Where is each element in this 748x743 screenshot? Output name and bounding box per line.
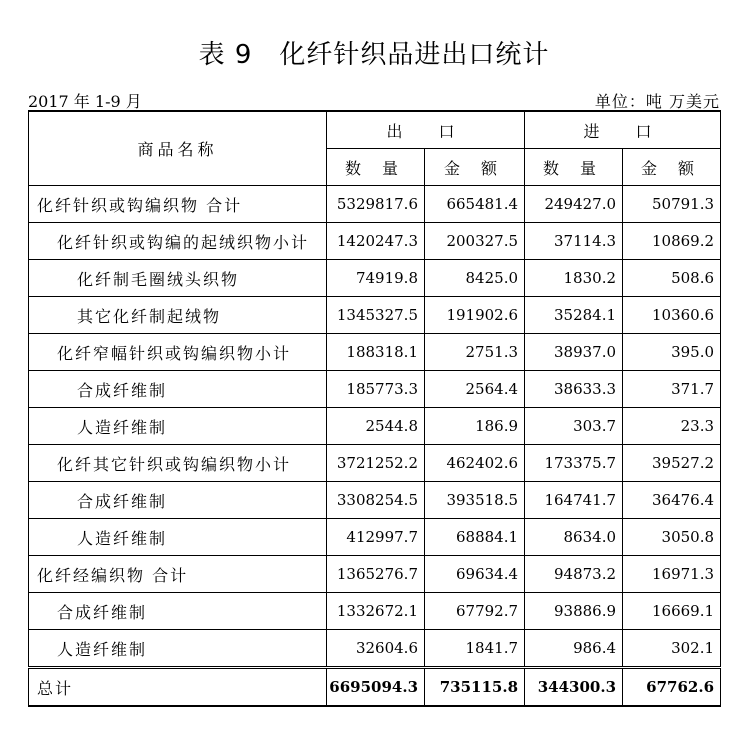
cell-ex-qty: 3308254.5 [327, 482, 425, 519]
cell-im-qty: 93886.9 [525, 593, 623, 630]
cell-im-amt: 395.0 [623, 334, 721, 371]
cell-ex-amt: 67792.7 [425, 593, 525, 630]
cell-ex-amt: 69634.4 [425, 556, 525, 593]
cell-ex-qty: 74919.8 [327, 260, 425, 297]
row-name: 化纤窄幅针织或钩编织物小计 [29, 334, 327, 371]
cell-ex-qty: 1345327.5 [327, 297, 425, 334]
cell-ex-qty: 6695094.3 [327, 668, 425, 707]
cell-im-amt: 36476.4 [623, 482, 721, 519]
header-export-qty: 数 量 [327, 149, 425, 186]
cell-im-qty: 249427.0 [525, 186, 623, 223]
table-row [29, 371, 721, 408]
cell-ex-amt: 462402.6 [425, 445, 525, 482]
header-export: 出 口 [327, 111, 525, 149]
row-name: 人造纤维制 [29, 519, 327, 556]
trade-table [28, 110, 721, 707]
cell-ex-qty: 1420247.3 [327, 223, 425, 260]
table-row [29, 297, 721, 334]
cell-im-qty: 986.4 [525, 630, 623, 668]
cell-ex-amt: 200327.5 [425, 223, 525, 260]
row-name: 总计 [29, 668, 327, 707]
cell-im-qty: 1830.2 [525, 260, 623, 297]
page-title: 表 9 化纤针织品进出口统计 [198, 40, 550, 70]
cell-im-amt: 16669.1 [623, 593, 721, 630]
row-name: 化纤其它针织或钩编织物小计 [29, 445, 327, 482]
cell-ex-qty: 32604.6 [327, 630, 425, 668]
table-row [29, 445, 721, 482]
cell-im-amt: 16971.3 [623, 556, 721, 593]
table-row [29, 223, 721, 260]
cell-ex-qty: 1365276.7 [327, 556, 425, 593]
cell-im-qty: 303.7 [525, 408, 623, 445]
cell-im-amt: 302.1 [623, 630, 721, 668]
table-row [29, 408, 721, 445]
unit-label: 单位：吨 万美元 [594, 92, 720, 111]
row-name: 化纤针织或钩编的起绒织物小计 [29, 223, 327, 260]
table-row [29, 630, 721, 668]
row-name: 合成纤维制 [29, 593, 327, 630]
cell-ex-qty: 5329817.6 [327, 186, 425, 223]
cell-ex-qty: 185773.3 [327, 371, 425, 408]
row-name: 其它化纤制起绒物 [29, 297, 327, 334]
cell-im-qty: 37114.3 [525, 223, 623, 260]
cell-ex-amt: 191902.6 [425, 297, 525, 334]
header-import: 进 口 [525, 111, 721, 149]
cell-ex-amt: 393518.5 [425, 482, 525, 519]
cell-ex-amt: 186.9 [425, 408, 525, 445]
cell-ex-amt: 2564.4 [425, 371, 525, 408]
table-body [29, 186, 721, 707]
table-row [29, 334, 721, 371]
cell-ex-amt: 2751.3 [425, 334, 525, 371]
cell-ex-amt: 665481.4 [425, 186, 525, 223]
table-row [29, 519, 721, 556]
cell-im-amt: 39527.2 [623, 445, 721, 482]
row-name: 化纤经编织物 合计 [29, 556, 327, 593]
cell-im-qty: 173375.7 [525, 445, 623, 482]
cell-im-amt: 508.6 [623, 260, 721, 297]
period-label: 2017 年 1-9 月 [28, 92, 142, 111]
cell-ex-qty: 2544.8 [327, 408, 425, 445]
cell-ex-amt: 1841.7 [425, 630, 525, 668]
cell-im-amt: 10869.2 [623, 223, 721, 260]
row-name: 合成纤维制 [29, 371, 327, 408]
cell-im-amt: 50791.3 [623, 186, 721, 223]
header-export-amount: 金 额 [425, 149, 525, 186]
table-row [29, 556, 721, 593]
cell-im-qty: 38633.3 [525, 371, 623, 408]
cell-im-qty: 35284.1 [525, 297, 623, 334]
table-row [29, 186, 721, 223]
table-row [29, 593, 721, 630]
cell-im-amt: 371.7 [623, 371, 721, 408]
cell-im-qty: 8634.0 [525, 519, 623, 556]
cell-im-amt: 10360.6 [623, 297, 721, 334]
cell-im-qty: 344300.3 [525, 668, 623, 707]
total-row [29, 668, 721, 707]
header-import-qty: 数 量 [525, 149, 623, 186]
cell-im-qty: 164741.7 [525, 482, 623, 519]
row-name: 化纤制毛圈绒头织物 [29, 260, 327, 297]
row-name: 合成纤维制 [29, 482, 327, 519]
row-name: 人造纤维制 [29, 408, 327, 445]
cell-ex-qty: 412997.7 [327, 519, 425, 556]
cell-ex-qty: 3721252.2 [327, 445, 425, 482]
table-row [29, 482, 721, 519]
cell-im-amt: 67762.6 [623, 668, 721, 707]
cell-im-amt: 3050.8 [623, 519, 721, 556]
cell-ex-qty: 188318.1 [327, 334, 425, 371]
cell-im-amt: 23.3 [623, 408, 721, 445]
cell-im-qty: 38937.0 [525, 334, 623, 371]
header-import-amount: 金 额 [623, 149, 721, 186]
header-name: 商品名称 [29, 111, 327, 186]
row-name: 人造纤维制 [29, 630, 327, 668]
cell-im-qty: 94873.2 [525, 556, 623, 593]
cell-ex-amt: 68884.1 [425, 519, 525, 556]
row-name: 化纤针织或钩编织物 合计 [29, 186, 327, 223]
table-row [29, 260, 721, 297]
cell-ex-qty: 1332672.1 [327, 593, 425, 630]
cell-ex-amt: 8425.0 [425, 260, 525, 297]
cell-ex-amt: 735115.8 [425, 668, 525, 707]
